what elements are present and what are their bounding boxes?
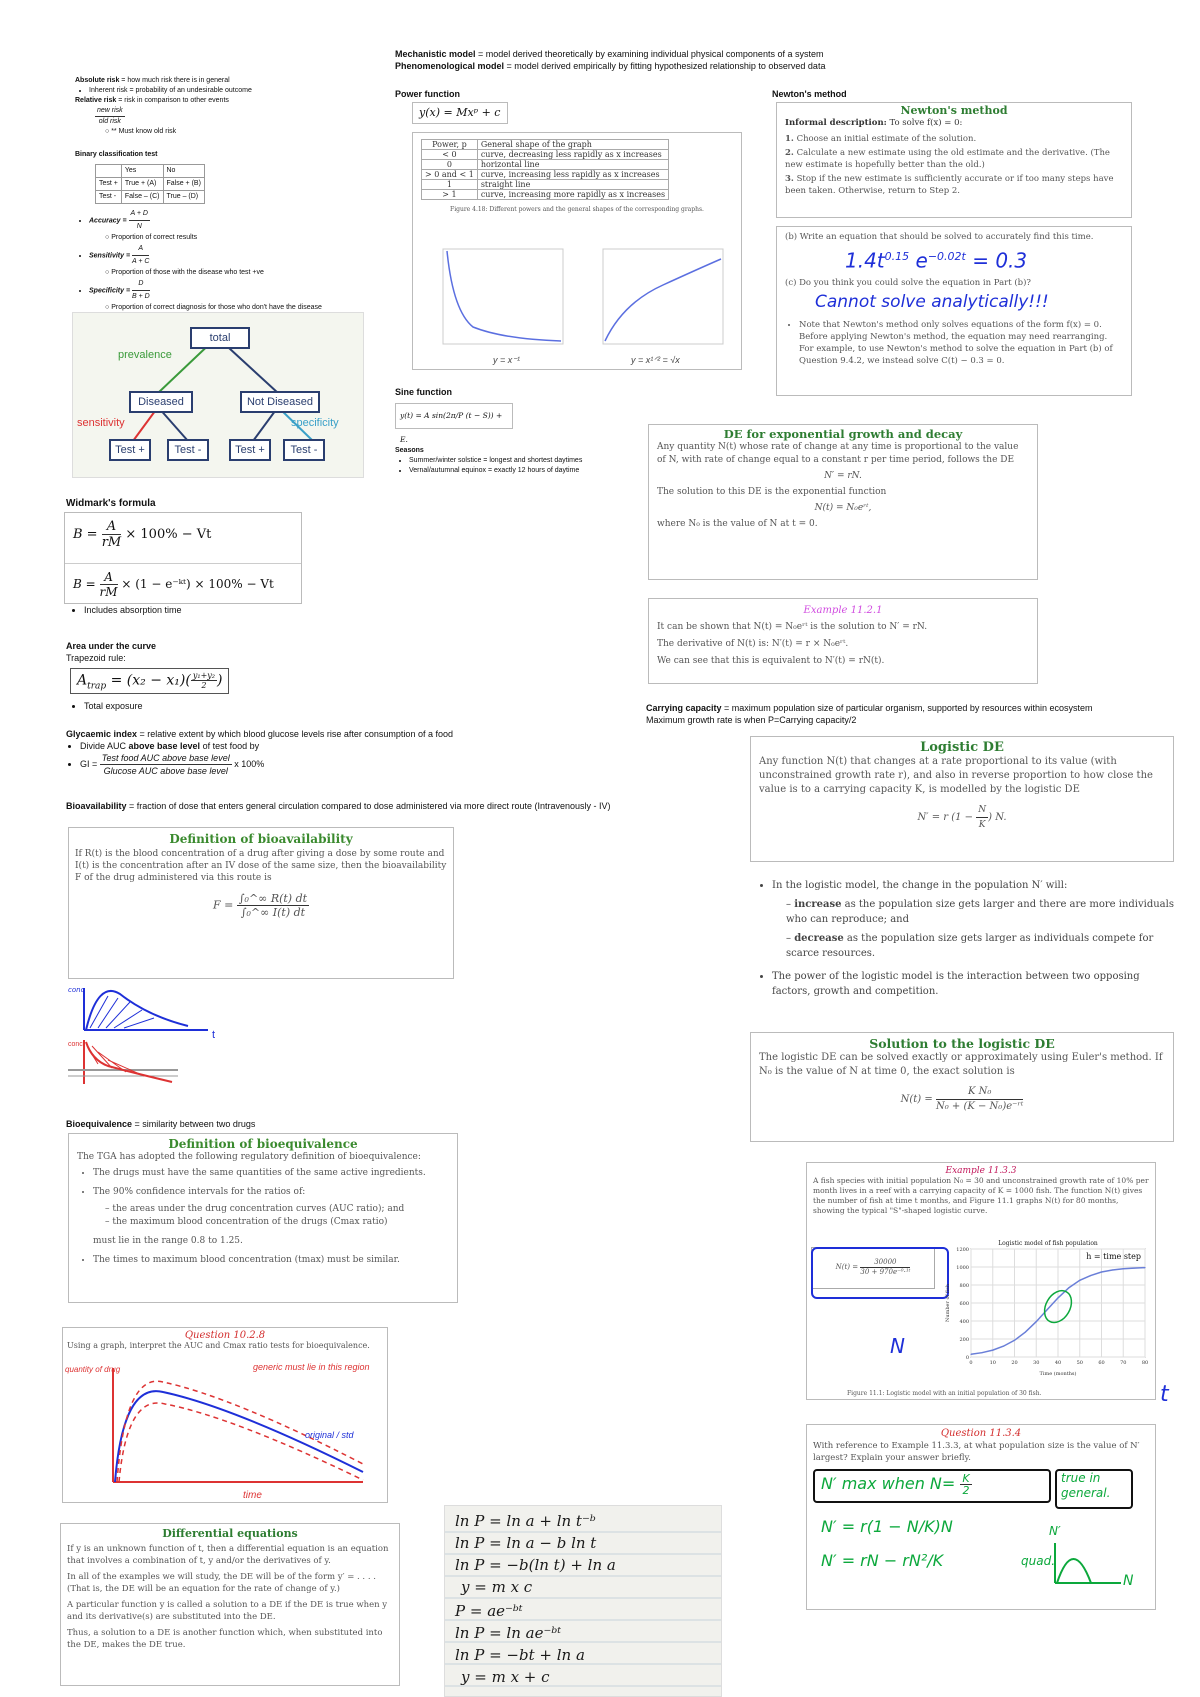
bioequiv-bullet-3: • The times to maximum blood concentration (tmax) must be similar. bbox=[93, 1254, 449, 1267]
data-point bbox=[1112, 1269, 1113, 1270]
hand-expanded-equation: N′ = rN − rN²/K bbox=[821, 1551, 944, 1570]
hand-original-label: original / std bbox=[305, 1430, 354, 1440]
logistic-bullet-2: • The power of the logistic model is the interaction between two opposing factors, growth and competition. bbox=[772, 969, 1178, 999]
de-growth-p2: The solution to this DE is the exponential function bbox=[657, 487, 887, 497]
prevalence-tree-diagram bbox=[72, 312, 364, 478]
x-tick-label: 20 bbox=[1011, 1360, 1018, 1366]
hand-parabola-sketch bbox=[1051, 1541, 1134, 1589]
de-growth-eq2: N(t) = N₀eʳᵗ, bbox=[814, 503, 872, 513]
ex1133-caption: Figure 11.1: Logistic model with an initial population of 30 fish. bbox=[847, 1390, 1042, 1397]
handwritten-log-derivation bbox=[444, 1505, 722, 1697]
de-growth-p3: where N₀ is the value of N at t = 0. bbox=[657, 519, 818, 529]
bioequiv-bullet-1: • The drugs must have the same quantities of the same active ingredients. bbox=[93, 1167, 449, 1180]
x-tick-label: 80 bbox=[1141, 1360, 1149, 1366]
gi-def: = relative extent by which blood glucose levels rise after consumption of a food bbox=[137, 729, 453, 739]
carrying-term: Carrying capacity bbox=[646, 703, 722, 713]
data-point bbox=[1123, 1268, 1124, 1269]
q1134-text: With reference to Example 11.3.3, at what population size is the value of N′ largest? Explain your answer briefly. bbox=[813, 1441, 1140, 1463]
specificity-formula: • Specificity = $\frac{D}{B + D}$ bbox=[89, 278, 395, 303]
widmark-formula-box bbox=[64, 512, 302, 604]
hand-conc-2: conc bbox=[68, 1041, 83, 1048]
widmark-formula-2: B = $\frac{A}{rM}$ × (1 − e⁻ᵏᵗ) × 100% − Vt bbox=[73, 570, 274, 599]
ex1121-line-1: It can be shown that N(t) = N₀eʳᵗ is the solution to N′ = rN. bbox=[657, 622, 928, 632]
hand-quad: quad. bbox=[1021, 1554, 1056, 1568]
relative-risk-fraction: $\frac{\text{new risk}}{\text{old risk}}$ bbox=[97, 107, 123, 125]
tree-label-specificity: specificity bbox=[291, 417, 339, 429]
phenomenological-term: Phenomenological model bbox=[395, 61, 505, 71]
de-growth-box bbox=[648, 424, 1038, 580]
newton-informal: Informal description: To solve f(x) = 0: bbox=[785, 118, 963, 128]
data-point bbox=[1079, 1280, 1080, 1281]
hand-n-axis: N bbox=[1123, 1573, 1134, 1589]
logistic-bullets bbox=[758, 878, 1178, 999]
de-growth-title: DE for exponential growth and decay bbox=[723, 427, 963, 441]
power-graphs bbox=[413, 241, 743, 371]
newton-method-box bbox=[776, 102, 1132, 218]
y-tick-label: 800 bbox=[959, 1283, 969, 1289]
absolute-risk-term: Absolute risk bbox=[75, 77, 120, 84]
binary-title: Binary classification test bbox=[75, 151, 158, 158]
bioequivalence-hand-sketch bbox=[63, 1352, 389, 1502]
bioavailability-definition-box bbox=[68, 827, 454, 979]
bioequivalence-definition-box bbox=[68, 1133, 458, 1303]
ex1121-title: Example 11.2.1 bbox=[803, 605, 883, 616]
glycaemic-index-section bbox=[66, 728, 586, 777]
ex1133-equation: N(t) = $\frac{30000}{\text{30 + 970e⁻⁰·¹ᵗ}}$ bbox=[811, 1247, 935, 1289]
hand-t-label: t bbox=[1160, 1382, 1169, 1407]
binary-table: Yes No Test + True + (A) False + (B) Test - False – (C) True – (D) bbox=[95, 164, 205, 204]
newton-section-title: Newton's method bbox=[772, 89, 847, 99]
seasons-title: Seasons bbox=[395, 447, 424, 454]
carrying-def: = maximum population size of particular organism, supported by resources within ecosystem bbox=[721, 703, 1093, 713]
specificity-desc: ○ Proportion of correct diagnosis for those who don't have the disease bbox=[105, 304, 322, 311]
bioequiv-intro: The TGA has adopted the following regulatory definition of bioequivalence: bbox=[77, 1152, 421, 1162]
carrying-capacity-section bbox=[646, 702, 1196, 726]
auc-section bbox=[66, 640, 156, 664]
question-10-2-8-box bbox=[62, 1327, 388, 1503]
tree-node-not-diseased: Not Diseased bbox=[240, 391, 320, 413]
diffeq-p2: In all of the examples we will study, the DE will be of the form y′ = . . . . (That is, the DE will be an equation for the rate of change of y.) bbox=[67, 1572, 376, 1594]
logistic-equation: N′ = r (1 − $\frac{N}{K}$ ) N. bbox=[917, 805, 1007, 830]
must-know-note: ○ ** Must know old risk bbox=[105, 128, 177, 135]
accuracy-formula: • Accuracy = $\frac{A + D}{N}$ bbox=[89, 208, 395, 233]
logistic-bullet-1: • In the logistic model, the change in the population N′ will: – increase as the population size gets larger and there are more individuals who can reproduce; and – decrease as the population size gets larger as individuals compete for scarce resources. bbox=[772, 878, 1178, 961]
tree-label-prevalence: prevalence bbox=[118, 349, 172, 361]
example-11-2-1-box bbox=[648, 598, 1038, 684]
newton-step-3: 3. Stop if the new estimate is sufficiently accurate or if too many steps have been taken. Otherwise, return to Step 2. bbox=[785, 174, 1114, 196]
trapezoid-formula: $A_{trap} = (x_2 - x_1)$( $\frac{\text{y₁+y₂}}{2}$ ) bbox=[70, 668, 229, 694]
widmark-title: Widmark's formula bbox=[66, 498, 156, 509]
newton-qb: (b) Write an equation that should be solved to accurately find this time. bbox=[785, 232, 1094, 242]
gi-formula: • GI = $\frac{\text{Test food AUC above base level}}{\text{Glucose AUC above base level}}$ x 100% bbox=[80, 752, 586, 777]
data-point bbox=[1014, 1340, 1015, 1341]
hand-t: t bbox=[212, 1029, 216, 1041]
de-growth-eq1: N′ = rN. bbox=[824, 471, 862, 481]
fish-population-chart bbox=[941, 1235, 1151, 1379]
hand-n-label: N bbox=[890, 1334, 905, 1358]
hand-generic-note: generic must lie in this region bbox=[253, 1362, 370, 1372]
widmark-formula-1: B = $\frac{A}{rM}$ × 100% − Vt bbox=[65, 513, 301, 564]
sensitivity-formula: • Sensitivity = $\frac{A}{A + C}$ bbox=[89, 243, 395, 268]
graph-label-inverse: y = x⁻¹ bbox=[493, 355, 521, 365]
relative-risk-def: = risk in comparison to other events bbox=[116, 97, 229, 104]
binary-classification-section bbox=[75, 150, 395, 313]
absolute-risk-def: = how much risk there is in general bbox=[119, 77, 230, 84]
tree-node-total: total bbox=[190, 327, 250, 349]
auc-bullet: • Total exposure bbox=[70, 700, 143, 712]
hand-time-label: time bbox=[243, 1490, 262, 1501]
data-point bbox=[970, 1354, 971, 1355]
mechanistic-term: Mechanistic model bbox=[395, 49, 476, 59]
sensitivity-desc: ○ Proportion of those with the disease who test +ve bbox=[105, 269, 264, 276]
hand-circle-equation bbox=[811, 1247, 949, 1299]
tree-node-test-pos-1: Test + bbox=[109, 439, 151, 461]
derivation-lines: ln P = ln a + ln t⁻ᵇ ln P = ln a − b ln t ln P = −b(ln t) + ln a y = m x c P = ae⁻ᵇᵗ ln P = ln ae⁻ᵇᵗ ln P = −bt + ln a y = m x + c bbox=[455, 1512, 616, 1686]
diffeq-title: Differential equations bbox=[162, 1527, 298, 1540]
x-tick-label: 60 bbox=[1098, 1360, 1105, 1366]
bioavailability-hand-sketch bbox=[68, 980, 228, 1090]
accuracy-desc: ○ Proportion of correct results bbox=[105, 234, 198, 241]
diffeq-p1: If y is an unknown function of t, then a differential equation is an equation that involves a combination of t, y and/or the derivatives of y. bbox=[67, 1544, 389, 1566]
newton-question-box bbox=[776, 226, 1132, 396]
risk-section bbox=[75, 76, 375, 137]
data-point bbox=[1144, 1267, 1145, 1268]
q1028-text: Using a graph, interpret the AUC and Cmax ratio tests for bioequivalence. bbox=[67, 1341, 370, 1350]
power-caption: Figure 4.18: Different powers and the general shapes of the corresponding graphs. bbox=[450, 206, 704, 213]
power-function-formula: y(x) = Mxᵖ + c bbox=[412, 102, 508, 124]
bioavail-def: = fraction of dose that enters general circulation compared to dose administered via more direct route (Intravenously - IV) bbox=[126, 801, 611, 811]
newton-step-2: 2. Calculate a new estimate using the old estimate and the derivative. (The new estimate is hopefully better than the old.) bbox=[785, 148, 1110, 170]
y-axis-label: Number of fish bbox=[945, 1283, 951, 1323]
data-point bbox=[992, 1349, 993, 1350]
x-tick-label: 30 bbox=[1033, 1360, 1040, 1366]
bioequiv-def: = similarity between two drugs bbox=[132, 1119, 256, 1129]
hand-time-step-note: h = time step bbox=[1086, 1252, 1141, 1261]
gi-term: Glycaemic index bbox=[66, 729, 138, 739]
bioavailability-section bbox=[66, 800, 686, 812]
y-tick-label: 200 bbox=[959, 1337, 969, 1343]
graph-label-sqrt: y = x¹ᐟ² = √x bbox=[631, 355, 680, 365]
seasons-bullet-1: • Summer/winter solstice = longest and shortest daytimes bbox=[409, 456, 645, 466]
question-11-3-4-box bbox=[806, 1424, 1156, 1610]
y-tick-label: 400 bbox=[959, 1319, 969, 1325]
tree-label-sensitivity: sensitivity bbox=[77, 417, 125, 429]
seasons-section bbox=[395, 446, 645, 476]
bioavail-box-text: If R(t) is the blood concentration of a drug after giving a dose by some route and I(t) is the concentration after an IV dose of the same size, then the bioavailability F of the drug administered via this route is bbox=[75, 849, 447, 883]
logistic-sol-title: Solution to the logistic DE bbox=[869, 1036, 1055, 1051]
diffeq-p3: A particular function y is called a solution to a DE if the DE is true when y and its derivative(s) are substituted into the DE. bbox=[67, 1600, 388, 1622]
x-tick-label: 10 bbox=[989, 1360, 996, 1366]
hand-logistic-equation: N′ = r(1 − N/K)N bbox=[821, 1517, 953, 1536]
seasons-bullet-2: • Vernal/autumnal equinox = exactly 12 hours of daytime bbox=[409, 466, 645, 476]
data-point bbox=[981, 1352, 982, 1353]
data-point bbox=[1057, 1297, 1058, 1298]
de-growth-p1: Any quantity N(t) whose rate of change at any time is proportional to the value of N, with rate of change equal to a constant r per time period, follows the DE bbox=[657, 442, 1019, 465]
data-point bbox=[1003, 1346, 1004, 1347]
y-tick-label: 0 bbox=[965, 1355, 969, 1361]
data-point bbox=[1025, 1331, 1026, 1332]
q1134-title: Question 11.3.4 bbox=[940, 1428, 1022, 1439]
data-point bbox=[1090, 1275, 1091, 1276]
logistic-text: Any function N(t) that changes at a rate proportional to its value (with unconstrained growth rate r), and also in reverse proportion to how close the value is to a carrying capacity K, is modelled by the logistic DE bbox=[759, 756, 1153, 795]
ex1121-line-3: We can see that this is equivalent to N′(t) = rN(t). bbox=[657, 656, 885, 666]
data-point bbox=[1036, 1321, 1037, 1322]
data-point bbox=[1047, 1309, 1048, 1310]
sine-formula: y(t) = A sin(2π/P (t − S)) + E. bbox=[395, 403, 513, 429]
carrying-line-2: Maximum growth rate is when P=Carrying capacity/2 bbox=[646, 715, 857, 725]
tree-node-diseased: Diseased bbox=[129, 391, 193, 413]
data-point bbox=[1134, 1267, 1135, 1268]
auc-title: Area under the curve bbox=[66, 641, 157, 651]
power-table: Power, p General shape of the graph < 0 curve, decreasing less rapidly as x increases 0 horizontal line > 0 and < 1 curve, increasing less rapidly as x increases 1 straight line > 1 curve, increasing more rapidly as x increases bbox=[421, 139, 669, 200]
x-tick-label: 40 bbox=[1054, 1360, 1062, 1366]
hand-cannot-solve: Cannot solve analytically!!! bbox=[815, 291, 1049, 312]
hand-true-in-general: true in general. bbox=[1061, 1471, 1111, 1500]
bioequiv-box-title: Definition of bioequivalence bbox=[168, 1137, 358, 1151]
x-tick-label: 0 bbox=[969, 1360, 973, 1366]
hand-conc-1: conc bbox=[68, 986, 85, 994]
data-point bbox=[1068, 1287, 1069, 1288]
newton-box-title: Newton's method bbox=[900, 104, 1008, 117]
relative-risk-term: Relative risk bbox=[75, 97, 117, 104]
hand-equation: $1.4t^{0.15}$ $e^{-0.02t} = 0.3$ bbox=[845, 248, 1028, 273]
model-definitions bbox=[395, 48, 895, 72]
x-axis-label: Time (months) bbox=[1039, 1371, 1077, 1377]
data-point bbox=[1101, 1271, 1102, 1272]
bioavail-term: Bioavailability bbox=[66, 801, 127, 811]
newton-qc: (c) Do you think you could solve the equation in Part (b)? bbox=[785, 277, 1031, 288]
diffeq-p4: Thus, a solution to a DE is another function which, when substituted into the DE, makes the DE true. bbox=[67, 1628, 383, 1650]
phenomenological-def: = model derived empirically by fitting hypothesized relationship to observed data bbox=[504, 61, 826, 71]
x-tick-label: 50 bbox=[1076, 1360, 1083, 1366]
bioavail-formula: F = $\frac{\text{∫₀\textasciicircum{}∞ R(t) dt}}{\text{∫₀\textasciicircum{}∞ I(t) dt}}$ bbox=[212, 892, 308, 919]
hand-quantity-label: quantity of drug bbox=[65, 1365, 121, 1374]
tree-node-test-neg-1: Test - bbox=[167, 439, 209, 461]
widmark-bullet: • Includes absorption time bbox=[70, 604, 182, 616]
q1028-title: Question 10.2.8 bbox=[184, 1330, 266, 1341]
sine-function-title: Sine function bbox=[395, 387, 452, 397]
gi-bullet-1: • Divide AUC above base level of test food by bbox=[80, 740, 586, 752]
y-tick-label: 1200 bbox=[956, 1247, 969, 1253]
logistic-solution-box bbox=[750, 1032, 1174, 1142]
ex1121-line-2: The derivative of N(t) is: N′(t) = r × N₀eʳᵗ. bbox=[657, 639, 849, 649]
logistic-sol-equation: N(t) = $\frac{\text{K N₀}}{\text{N₀ + (K − N₀)e⁻ʳᵗ}}$ bbox=[900, 1086, 1024, 1112]
tree-node-test-pos-2: Test + bbox=[229, 439, 271, 461]
bioequivalence-section bbox=[66, 1118, 255, 1130]
bioequiv-term: Bioequivalence bbox=[66, 1119, 133, 1129]
tree-node-test-neg-2: Test - bbox=[283, 439, 325, 461]
inherent-risk: • Inherent risk = probability of an undesirable outcome bbox=[89, 86, 375, 96]
x-tick-label: 70 bbox=[1120, 1360, 1127, 1366]
logistic-sol-text: The logistic DE can be solved exactly or approximately using Euler's method. If N₀ is the value of N at time 0, the exact solution is bbox=[759, 1052, 1163, 1077]
y-tick-label: 1000 bbox=[956, 1265, 969, 1271]
y-tick-label: 600 bbox=[959, 1301, 969, 1307]
power-function-box bbox=[412, 132, 742, 370]
ex1133-title: Example 11.3.3 bbox=[945, 1166, 1017, 1176]
chart-title: Logistic model of fish population bbox=[998, 1240, 1098, 1247]
logistic-de-box bbox=[750, 736, 1174, 862]
differential-equations-box bbox=[60, 1523, 400, 1686]
example-11-3-3-box bbox=[806, 1162, 1156, 1400]
power-function-title: Power function bbox=[395, 89, 460, 99]
hand-answer: N′ max when N= $\frac{K}{2}$ bbox=[821, 1472, 970, 1497]
logistic-title: Logistic DE bbox=[920, 740, 1004, 755]
newton-step-1: 1. Choose an initial estimate of the solution. bbox=[785, 134, 977, 144]
bioavail-box-title: Definition of bioavailability bbox=[169, 832, 353, 846]
trapezoid-label: Trapezoid rule: bbox=[66, 653, 126, 663]
newton-note: • Note that Newton's method only solves equations of the form f(x) = 0. Before applying Newton's method, the equation may need rearranging. For example, to use Newton's method to solve the equation in Part (b) of Question 9.4.2, we instead solve C(t) − 0.3 = 0. bbox=[799, 319, 1123, 367]
mechanistic-def: = model derived theoretically by examining individual physical components of a system bbox=[475, 49, 824, 59]
ex1133-text: A fish species with initial population N₀ = 30 and unconstrained growth rate of 10% per month lives in a reef with a carrying capacity of K = 1000 fish. The function N(t) gives the number of fish at time t months, and Figure 11.1 graphs N(t) for 80 months, showing the typical "S"-shaped logistic curve. bbox=[813, 1176, 1149, 1215]
bioequiv-bullet-2: • The 90% confidence intervals for the ratios of: – the areas under the drug concentration curves (AUC ratio); and – the maximum blood concentration of the drugs (Cmax ratio) must lie in the range 0.8 to 1.25. bbox=[93, 1186, 449, 1248]
hand-n-prime: N′ bbox=[1049, 1524, 1061, 1538]
